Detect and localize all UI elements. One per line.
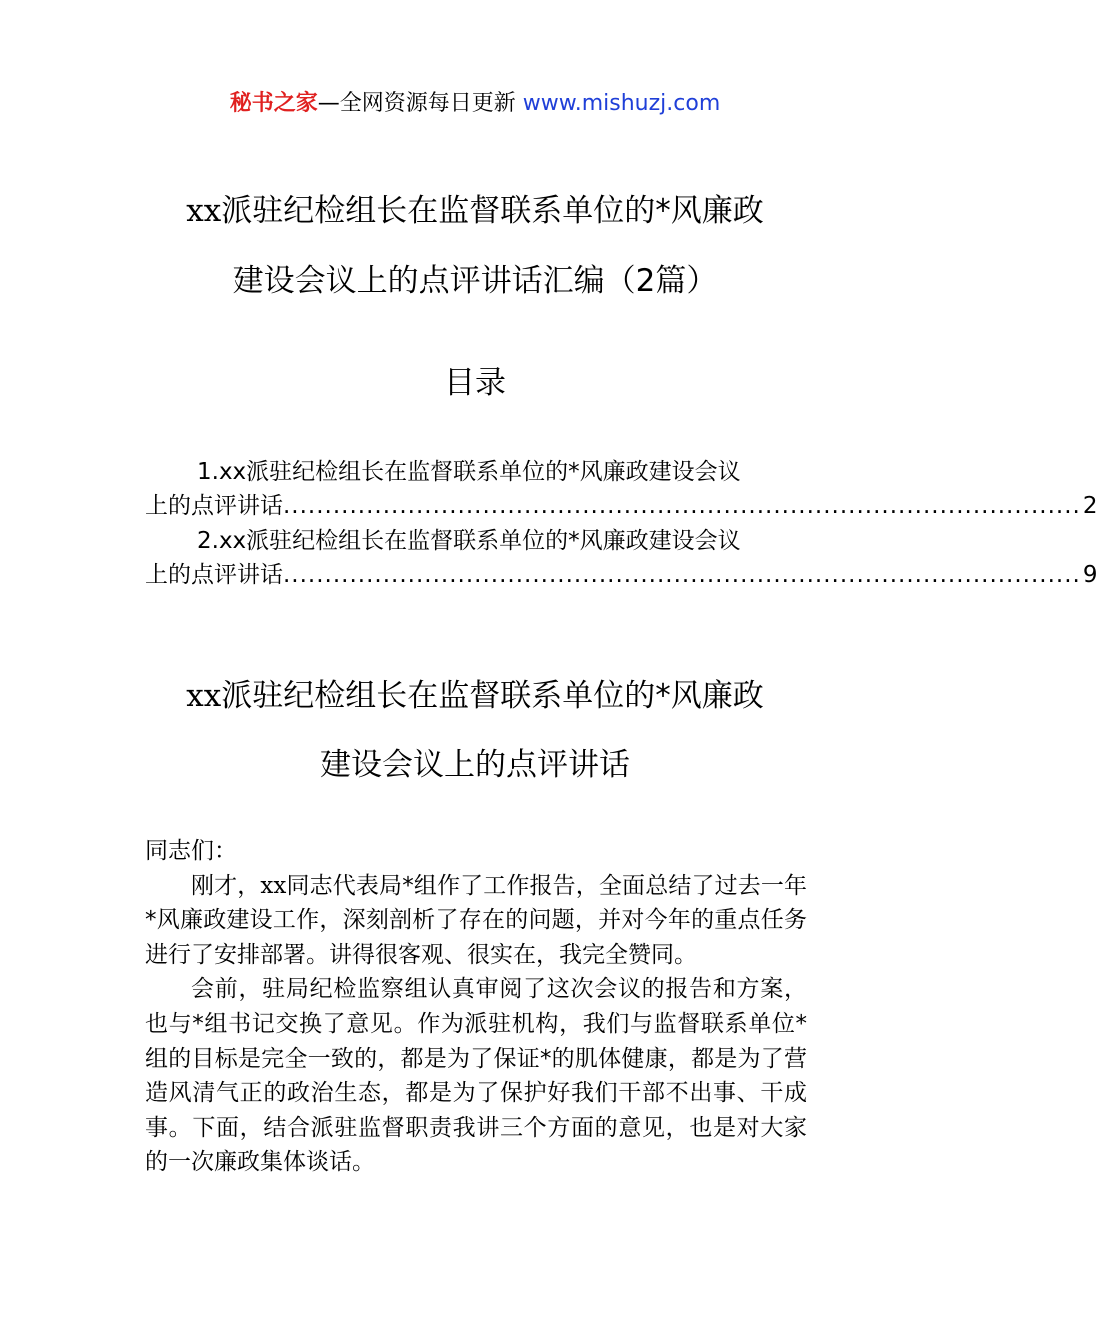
speech-body (145, 834, 807, 1180)
doc-title-text: 派驻纪检组长在监督联系单位的*风廉政 (221, 193, 764, 229)
paragraph-1-rest: 同志代表局*组作了工作报告，全面总结了过去一年*风廉政建设工作，深刻剖析了存在的问题，并对今年的重点任务进行了安排部署。讲得很客观、很实在，我完全赞同。 (145, 872, 808, 968)
section-title-prefix: xx (186, 678, 222, 714)
toc-item-2-page-number: 9 (1082, 562, 1098, 588)
section-title-text: 派驻纪检组长在监督联系单位的*风廉政 (221, 678, 764, 714)
toc-item-1-leader-dots: ................................................................................................ (283, 493, 1081, 519)
doc-title-prefix: xx (186, 193, 222, 229)
toc-item-1-line-1[interactable]: 1.xx派驻纪检组长在监督联系单位的*风廉政建设会议 (197, 459, 741, 485)
doc-title-line-2: 建设会议上的点评讲话汇编（2篇） (232, 263, 718, 299)
section-title-line-1 (120, 673, 830, 719)
toc-item-1-text: 上的点评讲话 (145, 493, 283, 519)
doc-title-line-1 (120, 188, 830, 234)
toc-item-2-text: 上的点评讲话 (145, 562, 283, 588)
paragraph-1-start: 刚才， (191, 872, 261, 899)
toc-item-2-line-2[interactable] (145, 558, 1098, 592)
site-header (0, 88, 950, 120)
toc-heading: 目录 (444, 365, 506, 401)
header-slogan: —全网资源每日更新 (317, 91, 516, 116)
brand-name: 秘书之家 (229, 91, 318, 116)
toc-item-2-leader-dots: ................................................................................................ (283, 562, 1081, 588)
toc-item-1-page-number: 2 (1082, 493, 1098, 519)
salutation: 同志们： (145, 838, 237, 864)
paragraph-1-name: xx (260, 872, 287, 899)
toc-item-1-line-2[interactable] (145, 489, 1098, 523)
paragraph-1 (145, 869, 807, 973)
site-url-link[interactable]: www.mishuzj.com (522, 91, 721, 116)
paragraph-2: 会前，驻局纪检监察组认真审阅了这次会议的报告和方案，也与*组书记交换了意见。作为派驻机构，我们与监督联系单位*组的目标是完全一致的，都是为了保证*的肌体健康，都是为了营造风清气正的政治生态，都是为了保护好我们干部不出事、干成事。下面，结合派驻监督职责我讲三个方面的意见，也是对大家的一次廉政集体谈话。 (145, 976, 807, 1176)
toc-item-2-line-1[interactable]: 2.xx派驻纪检组长在监督联系单位的*风廉政建设会议 (197, 528, 741, 554)
section-title-line-2: 建设会议上的点评讲话 (320, 747, 630, 783)
